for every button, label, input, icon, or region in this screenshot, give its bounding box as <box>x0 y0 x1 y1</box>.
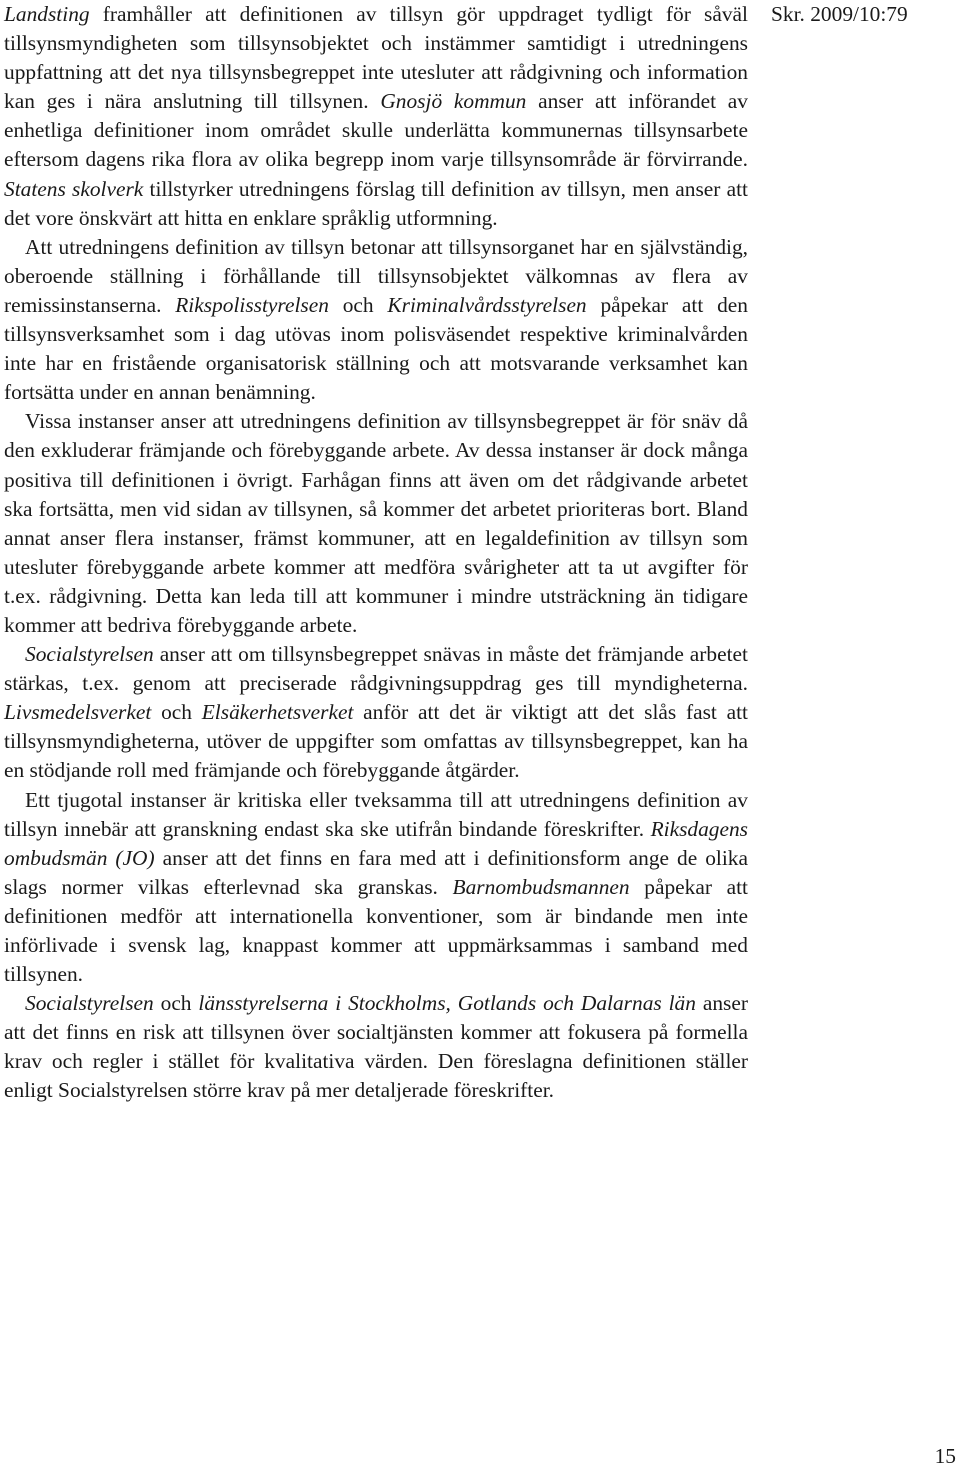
organization-name: Landsting <box>4 2 90 26</box>
text-run: och <box>151 700 202 725</box>
text-run: anser att om tillsynsbegreppet snävas in måste det främjande arbetet stärkas, t.ex. genom att preciserade rådgivningsuppdrag ges till myndigheterna. <box>4 642 748 696</box>
text-run: framhåller att definitionen av tillsyn gör uppdraget tydligt för såväl tillsynsmyndigheten som tillsynsobjektet och instämmer samtidigt i utredningens uppfattning att det nya tillsynsbegreppet inte utesluter att rådgivning och information kan ges i nära anslutning till tillsynen. <box>4 2 748 114</box>
paragraph <box>4 640 748 785</box>
organization-name: Kriminalvårdsstyrelsen <box>387 292 587 317</box>
text-run: anser att införandet av enhetliga definitioner inom området skulle underlätta kommunernas tillsynsarbete eftersom dagens rika flora av olika begrepp inom varje tillsynsområde är förvirrande. <box>4 89 748 172</box>
organization-name: Livsmedelsverket <box>4 700 152 725</box>
text-run: tillstyrker utredningens förslag till definition av tillsyn, men anser att det vore önskvärt att hitta en enklare språklig utformning. <box>4 176 748 230</box>
text-run: påpekar att definitionen medför att internationella konventioner, som är bindande men inte införlivade i svensk lag, knappast kommer att uppmärksammas i samband med tillsynen. <box>4 874 748 987</box>
paragraph <box>4 233 748 408</box>
text-run: och <box>328 292 388 317</box>
organization-name: Statens skolverk <box>4 176 144 201</box>
organization-name: Elsäkerhetsverket <box>201 700 354 725</box>
text-run: anför att det är viktigt att det slås fast att tillsynsmyndigheterna, utöver de uppgifter som omfattas av tillsynsbegreppet, kan ha en stödjande roll med främjande och förebyggande åtgärder. <box>4 700 748 783</box>
page-number: 15 <box>934 1443 956 1468</box>
paragraph <box>4 989 748 1105</box>
paragraph <box>4 407 748 640</box>
organization-name: Gnosjö kommun <box>380 89 527 114</box>
text-run: påpekar att den tillsynsverksamhet som i dag utövas inom polisväsendet respektive kriminalvården inte har en fristående organisatorisk ställning och att motsvarande verksamhet kan fortsätta under en annan benämning. <box>4 292 748 405</box>
organization-name: Socialstyrelsen <box>25 991 154 1016</box>
organization-name: Barnombudsmannen <box>452 874 630 899</box>
paragraph <box>4 0 748 233</box>
text-run: Ett tjugotal instanser är kritiska eller tveksamma till att utredningens definition av tillsyn innebär att granskning endast ska ske utifrån bindande föreskrifter. <box>4 787 748 841</box>
organization-name: Rikspolisstyrelsen <box>175 292 329 317</box>
text-run: anser att det finns en risk att tillsynen över socialtjänsten kommer att fokusera på formella krav och regler i stället för kvalitativa värden. Den föreslagna definitionen ställer enligt Socialstyrelsen större krav på mer detaljerade föreskrifter. <box>4 991 748 1103</box>
organization-name: länsstyrelserna i Stockholms, Gotlands och Dalarnas län <box>198 991 696 1016</box>
paragraph <box>4 786 748 990</box>
body-text <box>4 0 748 1106</box>
organization-name: Riksdagens ombudsmän (JO) <box>4 816 748 870</box>
text-run: och <box>153 991 199 1016</box>
organization-name: Socialstyrelsen <box>25 642 154 667</box>
text-run: Att utredningens definition av tillsyn betonar att tillsynsorganet har en självständig, oberoende ställning i förhållande till tillsynsobjektet välkomnas av flera av remissinstanserna. <box>4 234 748 317</box>
document-reference: Skr. 2009/10:79 <box>771 2 908 26</box>
text-run: anser att det finns en fara med att i definitionsform ange de olika slags normer vilkas efterlevnad ska granskas. <box>4 845 749 899</box>
text-run: Vissa instanser anser att utredningens definition av tillsynsbegreppet är för snäv då den exkluderar främjande och förebyggande arbete. Av dessa instanser är dock många positiva till definitionen i övrigt. Farhågan finns att även om det rådgivande arbetet ska fortsätta, men vid sidan av tillsynen, så kommer det arbetet prioriteras bort. Bland annat anser flera instanser, främst kommuner, att en legaldefinition av tillsyn som utesluter förebyggande arbete kommer att medföra svårigheter att ta ut avgifter för t.ex. rådgivning. Detta kan leda till att kommuner i mindre utsträckning än tidigare kommer att bedriva förebyggande arbete. <box>4 409 748 637</box>
